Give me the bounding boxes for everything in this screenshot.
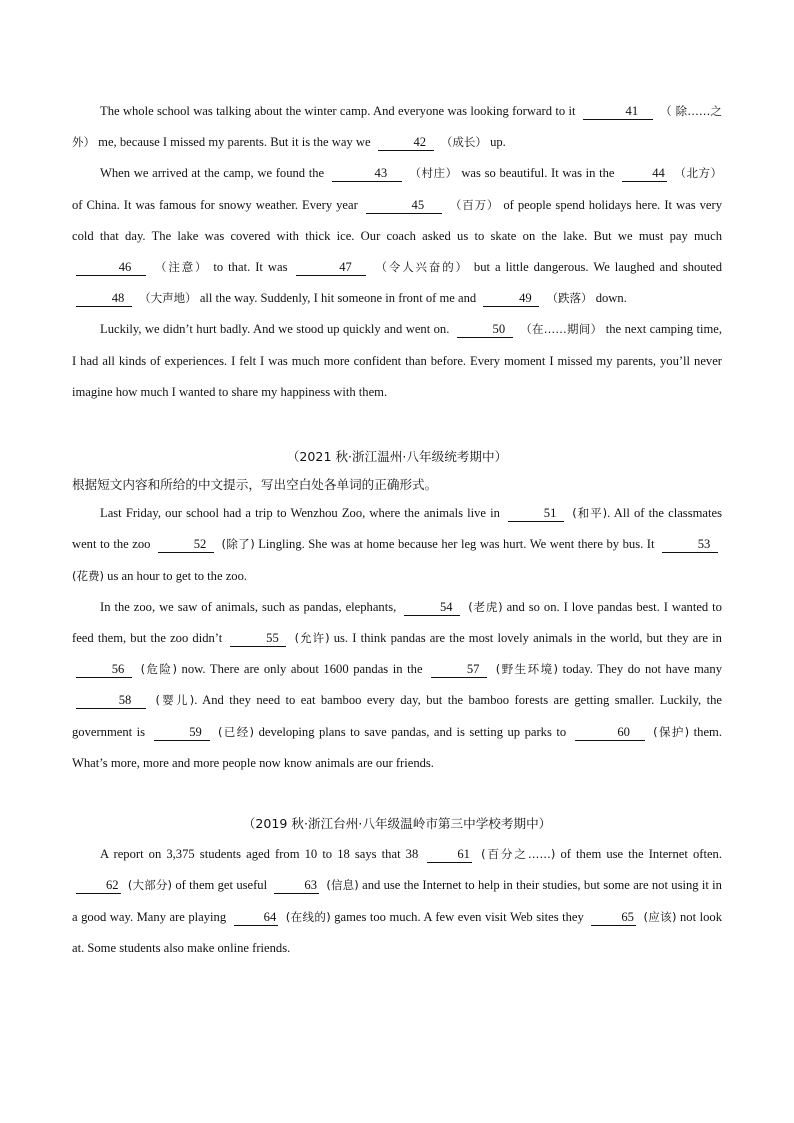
blank-47[interactable]: 47 <box>296 259 366 276</box>
text: not look at. Some students also make online friends. <box>72 909 722 955</box>
hint-51: (和平) <box>572 506 608 521</box>
blank-52[interactable]: 52 <box>158 536 214 553</box>
text: games too much. A few even visit Web sites they <box>334 909 584 924</box>
blank-54[interactable]: 54 <box>404 599 460 616</box>
text: When we arrived at the camp, we found the <box>100 166 325 181</box>
hint-64: (在线的) <box>285 909 331 924</box>
blank-42[interactable]: 42 <box>378 134 434 151</box>
text: developing plans to save pandas, and is setting up parks to <box>258 724 567 739</box>
spacer <box>72 779 722 808</box>
source-heading: （2021 秋·浙江温州·八年级统考期中） <box>286 449 508 465</box>
text: all the way. Suddenly, I hit someone in front of me and <box>199 291 477 306</box>
hint-59: (已经) <box>218 724 255 739</box>
blank-62[interactable]: 62 <box>76 877 121 894</box>
text: us an hour to get to the zoo. <box>107 568 248 583</box>
hint-57: (野生环境) <box>495 662 558 677</box>
hint-54: (老虎) <box>468 599 503 614</box>
text: In the zoo, we saw of animals, such as pandas, elephants, <box>100 599 397 614</box>
hint-55: (允许) <box>294 631 330 646</box>
blank-63[interactable]: 63 <box>274 877 319 894</box>
text: and so on. I love pandas best. I wanted to feed them, but the zoo didn’t <box>72 599 722 646</box>
hint-63: (信息) <box>326 878 359 893</box>
hint-58: (婴儿) <box>155 693 195 708</box>
hint-50: （在……期间） <box>520 322 603 337</box>
source-heading: （2019 秋·浙江台州·八年级温岭市第三中学校考期中） <box>242 816 552 832</box>
text: The whole school was talking about the winter camp. And everyone was looking forward to it <box>100 104 576 118</box>
hint-53: (花费) <box>72 568 104 583</box>
blank-51[interactable]: 51 <box>508 505 564 522</box>
hint-61: (百分之……) <box>481 847 556 862</box>
hint-43: （村庄） <box>409 166 458 181</box>
paragraph <box>72 839 722 964</box>
blank-43[interactable]: 43 <box>332 165 402 182</box>
hint-41: （ 除……之外） <box>72 104 722 150</box>
hint-62: (大部分) <box>127 878 173 893</box>
document-page <box>72 96 722 964</box>
blank-64[interactable]: 64 <box>234 909 279 926</box>
hint-65: (应该) <box>643 909 677 924</box>
blank-41[interactable]: 41 <box>583 103 653 120</box>
hint-52: (除了) <box>221 537 255 552</box>
text: was so beautiful. It was in the <box>461 166 615 181</box>
blank-65[interactable]: 65 <box>591 909 636 926</box>
hint-56: (危险) <box>140 662 177 677</box>
blank-50[interactable]: 50 <box>457 321 513 338</box>
paragraph <box>72 158 722 314</box>
blank-58[interactable]: 58 <box>76 692 146 709</box>
text: now. There are only about 1600 pandas in the <box>181 662 423 677</box>
hint-49: （跌落） <box>546 291 593 306</box>
text: of China. It was famous for snowy weather. Every year <box>72 197 358 212</box>
blank-59[interactable]: 59 <box>154 724 210 741</box>
blank-60[interactable]: 60 <box>575 724 645 741</box>
text: Luckily, we didn’t hurt badly. And we stood up quickly and went on. <box>100 322 450 337</box>
text: to that. It was <box>213 260 288 275</box>
hint-42: （成长） <box>440 135 487 150</box>
text: us. I think pandas are the most lovely animals in the world, but they are in <box>333 631 722 646</box>
spacer <box>72 408 722 441</box>
blank-53[interactable]: 53 <box>662 536 718 553</box>
paragraph <box>72 498 722 592</box>
hint-47: （令人兴奋的） <box>375 260 469 275</box>
text: me, because I missed my parents. But it is the way we <box>98 135 371 150</box>
text: of people spend holidays here. It was very cold that day. The lake was covered with thick ice. Our coach asked us to skate on the lake. But we must pay much <box>72 197 723 243</box>
text: them. What’s more, more and more people now know animals are our friends. <box>72 724 723 770</box>
text: of them use the Internet often. <box>560 847 722 862</box>
text: but a little dangerous. We laughed and shouted <box>473 260 723 275</box>
text: Last Friday, our school had a trip to Wenzhou Zoo, where the animals live in <box>100 506 500 521</box>
text: . All of the classmates went to the zoo <box>72 506 722 552</box>
text: up. <box>490 135 506 150</box>
paragraph <box>72 96 722 158</box>
instruction: 根据短文内容和所给的中文提示，写出空白处各单词的正确形式。 <box>72 477 438 493</box>
paragraph <box>72 314 722 408</box>
blank-61[interactable]: 61 <box>427 846 472 863</box>
text: the next camping time, I had all kinds of experiences. I felt I was much more confident than before. Every moment I missed my parents, you’ll never imagine how much I wanted to share my happiness with them. <box>72 322 722 399</box>
text: and use the Internet to help in their studies, but some are not using it in a good way. Many are playing <box>72 878 722 924</box>
blank-44[interactable]: 44 <box>622 165 667 182</box>
blank-57[interactable]: 57 <box>431 661 487 678</box>
hint-60: (保护) <box>653 724 690 739</box>
paragraph <box>72 592 722 779</box>
text: today. They do not have many <box>562 662 722 677</box>
text: of them get useful <box>175 878 268 893</box>
text: A report on 3,375 students aged from 10 to 18 says that 38 <box>100 847 419 862</box>
hint-45: （百万） <box>449 197 500 212</box>
blank-56[interactable]: 56 <box>76 661 132 678</box>
blank-46[interactable]: 46 <box>76 259 146 276</box>
blank-55[interactable]: 55 <box>230 630 286 647</box>
text: . And they need to eat bamboo every day, but the bamboo forests are getting smaller. Luckily, the government is <box>72 693 722 739</box>
blank-49[interactable]: 49 <box>483 290 539 307</box>
text: down. <box>595 291 627 306</box>
blank-45[interactable]: 45 <box>366 197 442 214</box>
text: Lingling. She was at home because her leg was hurt. We went there by bus. It <box>258 537 655 552</box>
hint-48: （大声地） <box>139 291 197 306</box>
blank-48[interactable]: 48 <box>76 290 132 307</box>
hint-46: （注意） <box>155 260 209 275</box>
hint-44: （北方） <box>674 166 723 181</box>
